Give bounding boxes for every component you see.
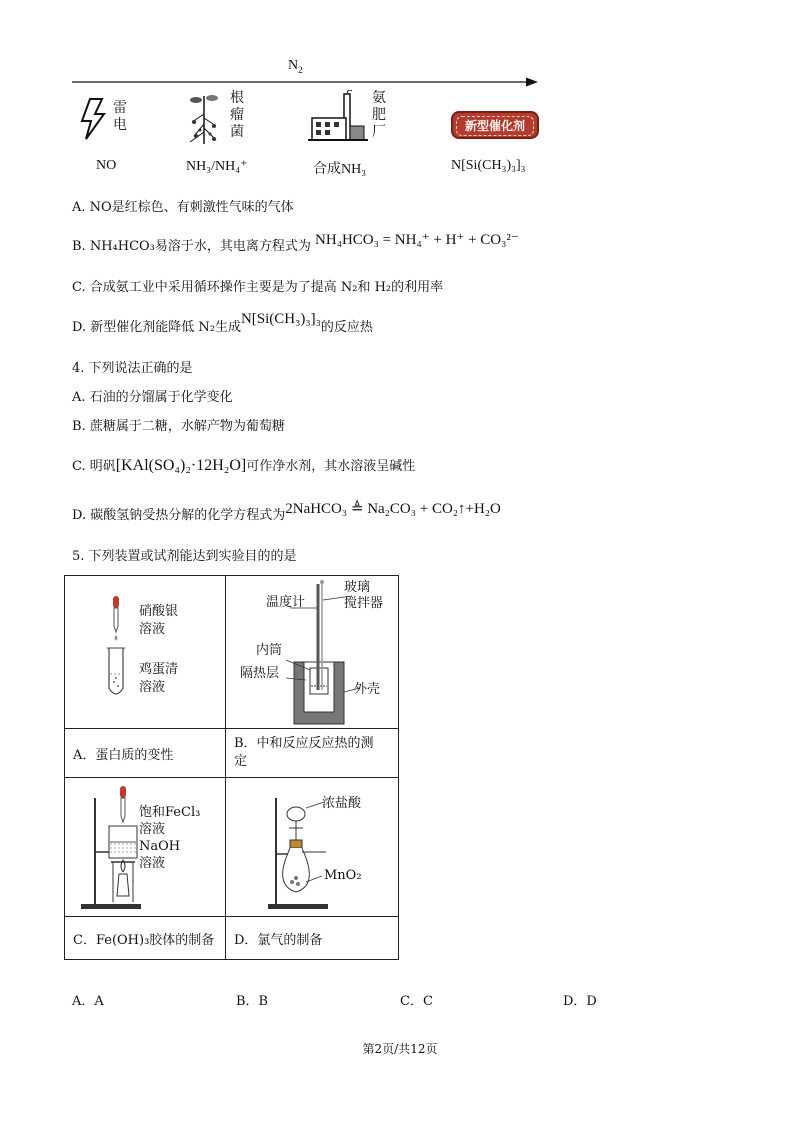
product-catalyst-compound: N[Si(CH₃)₃]₃ — [451, 158, 526, 173]
lightning-label: 雷 电 — [113, 100, 127, 133]
answer-option-b: B．B — [236, 994, 269, 1009]
cell-d-figure — [226, 778, 399, 917]
cell-b-figure — [226, 576, 399, 729]
n2-arrow — [72, 76, 538, 88]
chlorine-apparatus-icon — [226, 778, 398, 916]
label-outer-shell: 外壳 — [354, 682, 381, 697]
q3-option-b: B. NH₄HCO₃易溶于水，其电离方程式为 NH₄HCO₃ = NH₄⁺ + H⁺ + CO₃²⁻ — [72, 232, 519, 254]
q3-option-d: D. 新型催化剂能降低 N₂生成N[Si(CH₃)₃]₃的反应热 — [72, 311, 373, 335]
caption-c: C．Fe(OH)₃胶体的制备 — [65, 917, 226, 960]
root-nodule-label: 根 瘤 菌 — [230, 90, 244, 140]
label-thermometer: 温度计 — [266, 595, 306, 610]
q4-option-a: A. 石油的分馏属于化学变化 — [72, 390, 233, 405]
q5-stem: 5. 下列装置或试剂能达到实验目的的是 — [72, 549, 297, 564]
caption-a: A．蛋白质的变性 — [65, 729, 226, 778]
factory-label: 氨 肥 厂 — [372, 90, 386, 140]
q4-option-b: B. 蔗糖属于二糖，水解产物为葡萄糖 — [72, 419, 285, 434]
lightning-icon — [80, 98, 106, 140]
caption-b: B．中和反应反应热的测 定 — [226, 729, 399, 778]
label-conc-hcl: 浓盐酸 — [322, 796, 362, 811]
caption-d: D．氯气的制备 — [226, 917, 399, 960]
answer-option-c: C．C — [400, 994, 433, 1009]
cell-a-labels: 硝酸银 溶液 鸡蛋清 溶液 — [139, 604, 179, 695]
label-mno2: MnO₂ — [324, 868, 362, 883]
page-footer: 第2页/共12页 — [362, 1042, 438, 1056]
product-no: NO — [96, 158, 117, 173]
label-stirrer: 玻璃 搅拌器 — [344, 580, 384, 611]
q4-stem: 4. 下列说法正确的是 — [72, 361, 193, 376]
q3-option-a: A. NO是红棕色、有刺激性气味的气体 — [72, 200, 294, 215]
label-inner-cup: 内筒 — [256, 643, 283, 658]
root-nodule-icon — [186, 92, 224, 146]
arrow-label: $N_2$ — [288, 58, 303, 75]
q5-apparatus-table — [64, 575, 399, 960]
answer-option-a: A．A — [72, 994, 104, 1009]
cell-a-figure — [65, 576, 226, 729]
q3-option-c: C. 合成氨工业中采用循环操作主要是为了提高 N₂和 H₂的利用率 — [72, 280, 444, 295]
q4-option-c: C. 明矾[KAl(SO₄)₂·12H₂O]可作净水剂，其水溶液呈碱性 — [72, 457, 416, 474]
q4-option-d: D. 碳酸氢钠受热分解的化学方程式为2NaHCO₃ ≜ Na₂CO₃ + CO₂↑+H₂O — [72, 501, 501, 523]
factory-icon — [308, 90, 368, 146]
product-nh3-nh4: NH₃/NH₄⁺ — [186, 159, 248, 174]
cell-c-labels: 饱和FeCl₃ 溶液 NaOH 溶液 — [139, 805, 201, 871]
answer-option-d: D．D — [563, 994, 597, 1009]
catalyst-badge-icon: 新型催化剂 — [451, 111, 539, 139]
cell-c-figure — [65, 778, 226, 917]
label-insulation: 隔热层 — [240, 666, 280, 681]
product-synth-nh3: 合成NH₃ — [313, 162, 367, 177]
